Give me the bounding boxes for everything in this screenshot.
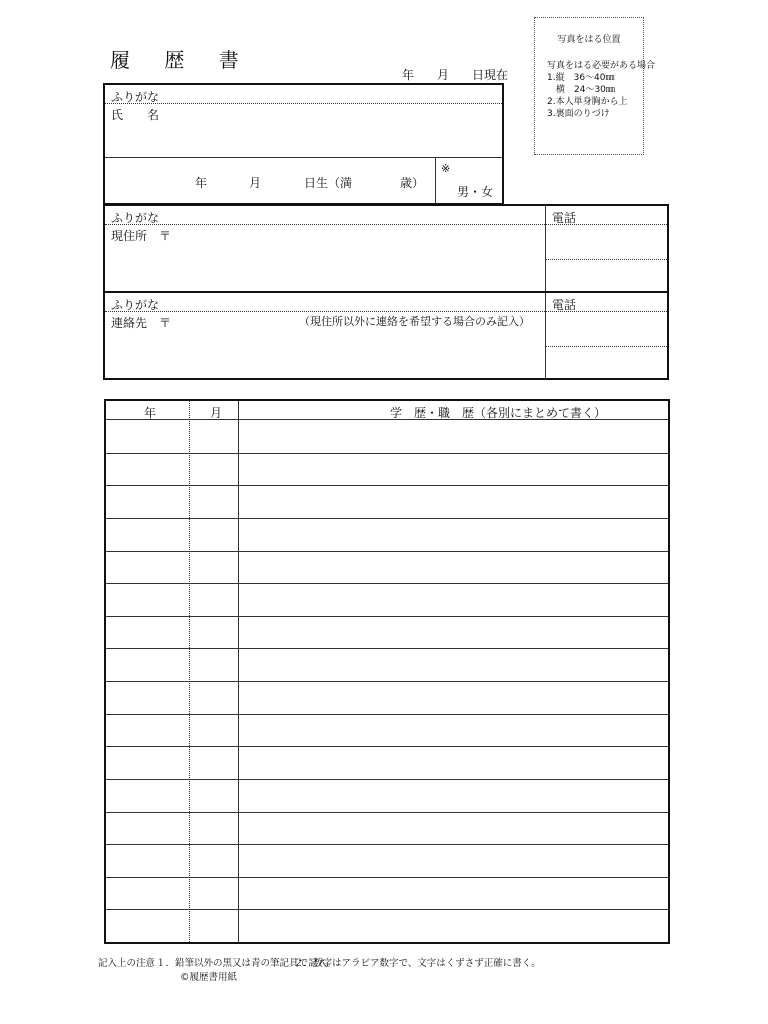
year-cell[interactable] (106, 518, 189, 551)
month-cell[interactable] (190, 844, 238, 877)
year-cell[interactable] (106, 681, 189, 714)
address-phone-label: 電話 (552, 211, 577, 225)
table-row (106, 812, 668, 845)
year-cell[interactable] (106, 779, 189, 812)
gender-note-mark: ※ (441, 162, 451, 175)
month-cell[interactable] (190, 779, 238, 812)
year-cell[interactable] (106, 453, 189, 486)
contact-phone-label: 電話 (552, 298, 577, 312)
month-cell[interactable] (190, 551, 238, 584)
detail-cell[interactable] (239, 518, 668, 551)
name-label: 氏 名 (111, 108, 160, 122)
divider (105, 157, 502, 158)
footer-note-2: ２．数字はアラビア数字で、文字はくずさず正確に書く。 (294, 958, 541, 969)
name-section (103, 83, 504, 205)
history-table (104, 399, 670, 944)
document-title: 履 歴 書 (110, 48, 253, 72)
month-cell[interactable] (190, 714, 238, 747)
address-furigana-label: ふりがな (111, 211, 160, 225)
month-cell[interactable] (190, 909, 238, 942)
address-label: 現住所 〒 (111, 229, 172, 243)
table-row (106, 648, 668, 681)
address-fax-field[interactable] (546, 260, 667, 291)
photo-placement-box[interactable] (534, 17, 656, 155)
date-month-label: 月 (437, 68, 450, 82)
year-cell[interactable] (106, 746, 189, 779)
detail-cell[interactable] (239, 583, 668, 616)
month-cell[interactable] (190, 681, 238, 714)
year-cell[interactable] (106, 812, 189, 845)
year-cell[interactable] (106, 485, 189, 518)
birth-day-label: 日生（満 (304, 176, 353, 190)
month-cell[interactable] (190, 518, 238, 551)
month-cell[interactable] (190, 453, 238, 486)
detail-cell[interactable] (239, 844, 668, 877)
table-row (106, 616, 668, 649)
detail-cell[interactable] (239, 779, 668, 812)
detail-cell[interactable] (239, 714, 668, 747)
month-cell[interactable] (190, 648, 238, 681)
table-row (106, 551, 668, 584)
table-row (106, 746, 668, 779)
detail-cell[interactable] (239, 420, 668, 453)
month-cell[interactable] (190, 583, 238, 616)
year-cell[interactable] (106, 616, 189, 649)
name-input-area[interactable] (105, 104, 502, 156)
table-row (106, 844, 668, 877)
table-row (106, 681, 668, 714)
photo-box-line: 横 24～30㎜ (547, 85, 615, 95)
photo-box-line: 写真をはる必要がある場合 (547, 61, 656, 71)
photo-box-title: 写真をはる位置 (557, 35, 621, 45)
birth-year-label: 年 (195, 176, 208, 190)
table-row (106, 877, 668, 910)
photo-box-line: 3.裏面のりづけ (547, 109, 610, 119)
table-row (106, 779, 668, 812)
year-cell[interactable] (106, 420, 189, 453)
detail-cell[interactable] (239, 812, 668, 845)
detail-cell[interactable] (239, 648, 668, 681)
year-cell[interactable] (106, 909, 189, 942)
header-year: 年 (144, 406, 157, 420)
year-cell[interactable] (106, 583, 189, 616)
table-row (106, 518, 668, 551)
detail-cell[interactable] (239, 681, 668, 714)
table-row (106, 485, 668, 518)
gender-choice[interactable]: 男・女 (457, 185, 494, 199)
month-cell[interactable] (190, 812, 238, 845)
footer-copyright: ©履歴書用紙 (180, 972, 238, 983)
birth-month-label: 月 (249, 176, 262, 190)
contact-fax-field[interactable] (546, 347, 667, 378)
contact-label: 連絡先 〒 (111, 316, 172, 330)
header-detail: 学 歴・職 歴（各別にまとめて書く） (390, 406, 607, 420)
table-row (106, 714, 668, 747)
photo-box-line: 2.本人単身胸から上 (547, 97, 628, 107)
date-year-label: 年 (402, 68, 415, 82)
detail-cell[interactable] (239, 485, 668, 518)
age-label: 歳） (400, 176, 425, 190)
name-furigana-label: ふりがな (111, 90, 160, 104)
month-cell[interactable] (190, 420, 238, 453)
month-cell[interactable] (190, 616, 238, 649)
year-cell[interactable] (106, 648, 189, 681)
footer-note-label: 記入上の注意 (98, 958, 156, 969)
month-cell[interactable] (190, 877, 238, 910)
address-input-area[interactable] (105, 225, 545, 291)
detail-cell[interactable] (239, 616, 668, 649)
detail-cell[interactable] (239, 877, 668, 910)
date-day-label: 日現在 (472, 68, 509, 82)
contact-note: （現住所以外に連絡を希望する場合のみ記入） (299, 315, 530, 328)
address-section (103, 204, 669, 293)
contact-input-area[interactable] (105, 312, 545, 378)
table-row (106, 583, 668, 616)
table-row (106, 909, 668, 942)
contact-furigana-label: ふりがな (111, 298, 160, 312)
year-cell[interactable] (106, 714, 189, 747)
footer-note-1: １．鉛筆以外の黒又は青の筆記具で記入。 (156, 958, 337, 969)
contact-section (103, 291, 669, 380)
detail-cell[interactable] (239, 746, 668, 779)
detail-cell[interactable] (239, 453, 668, 486)
photo-box-line: 1.縦 36～40㎜ (547, 73, 615, 83)
detail-cell[interactable] (239, 551, 668, 584)
header-month: 月 (210, 406, 223, 420)
year-cell[interactable] (106, 551, 189, 584)
year-cell[interactable] (106, 877, 189, 910)
table-row (106, 453, 668, 486)
divider (435, 157, 436, 203)
contact-phone-field[interactable] (546, 312, 667, 346)
address-phone-field[interactable] (546, 225, 667, 259)
detail-cell[interactable] (239, 909, 668, 942)
month-cell[interactable] (190, 746, 238, 779)
table-row (106, 420, 668, 453)
month-cell[interactable] (190, 485, 238, 518)
year-cell[interactable] (106, 844, 189, 877)
